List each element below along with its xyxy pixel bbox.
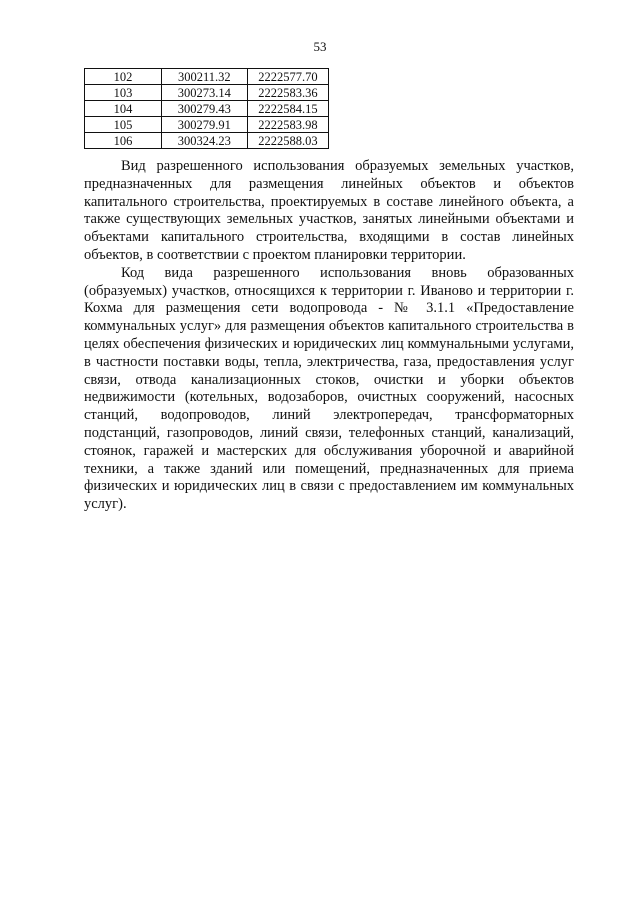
- y-coordinate-cell: 2222588.03: [247, 133, 328, 149]
- table-row: [85, 117, 329, 133]
- point-number-cell: 102: [85, 69, 162, 85]
- y-coordinate-cell: 2222583.36: [247, 85, 328, 101]
- point-number-cell: 104: [85, 101, 162, 117]
- table-row: [85, 101, 329, 117]
- point-number-cell: 105: [85, 117, 162, 133]
- point-number-cell: 103: [85, 85, 162, 101]
- body-text: [84, 158, 574, 514]
- point-number-cell: 106: [85, 133, 162, 149]
- y-coordinate-cell: 2222584.15: [247, 101, 328, 117]
- table-row: [85, 69, 329, 85]
- x-coordinate-cell: 300211.32: [161, 69, 247, 85]
- y-coordinate-cell: 2222577.70: [247, 69, 328, 85]
- paragraph-permitted-use: Вид разрешенного использования образуемых земельных участков, предназначенных для размещения линейных объектов и объектов капитального строительства, проектируемых в составе линейного объекта, а также существующих земельных участков, занятых линейными объектами и объектами капитального строительства, входящими в состав линейных объектов, в соответствии с проектом планировки территории.: [84, 158, 574, 263]
- x-coordinate-cell: 300279.91: [161, 117, 247, 133]
- coordinates-table: [84, 68, 329, 149]
- x-coordinate-cell: 300324.23: [161, 133, 247, 149]
- paragraph-use-code: Код вида разрешенного использования вновь образованных (образуемых) участков, относящихся к территории г. Иваново и территории г. Кохма для размещения сети водопровода - № 3.1.1 «Предоставление коммунальных услуг» для размещения объектов капитального строительства в целях обеспечения физических и юридических лиц коммунальными услугами, в частности поставки воды, тепла, электричества, газа, предоставления услуг связи, отвода канализационных стоков, очистки и уборки объектов недвижимости (котельных, водозаборов, очистных сооружений, насосных станций, водопроводов, линий электропередач, трансформаторных подстанций, газопроводов, линий связи, телефонных станций, канализаций, стоянок, гаражей и мастерских для обслуживания уборочной и аварийной техники, а также зданий или помещений, предназначенных для приема физических и юридических лиц в связи с предоставлением им коммунальных услуг).: [84, 264, 574, 513]
- table-row: [85, 133, 329, 149]
- page-number: 53: [313, 39, 327, 54]
- x-coordinate-cell: 300273.14: [161, 85, 247, 101]
- table-row: [85, 85, 329, 101]
- y-coordinate-cell: 2222583.98: [247, 117, 328, 133]
- x-coordinate-cell: 300279.43: [161, 101, 247, 117]
